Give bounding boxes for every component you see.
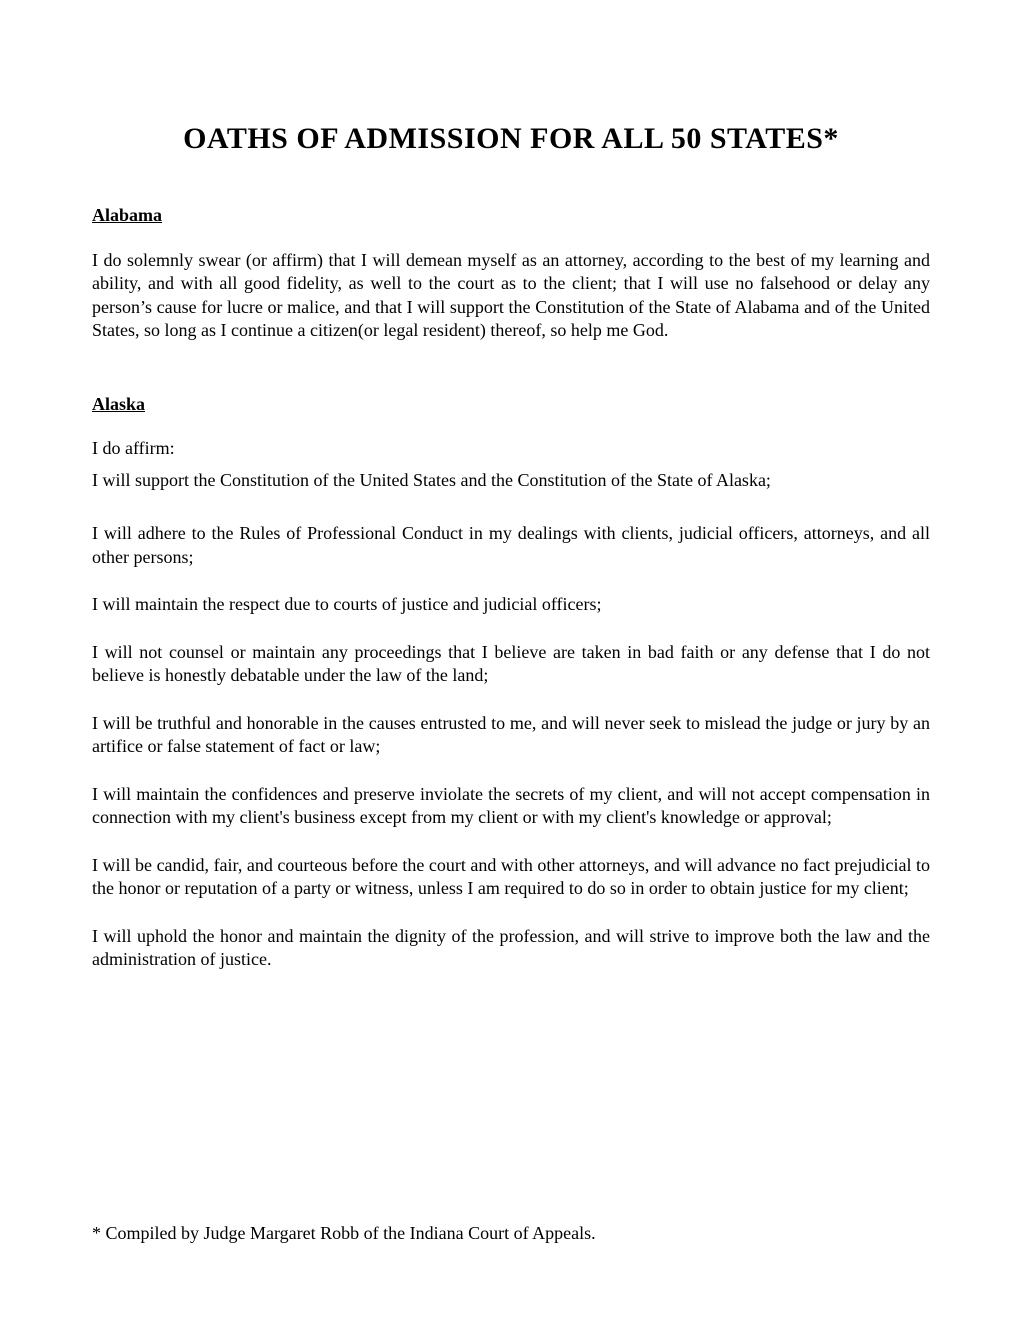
alaska-oath-paragraph: I will be candid, fair, and courteous before the court and with other attorneys, and will advance no fact prejudicial to the honor or reputation of a party or witness, unless I am required to do so in order to obtain justice for my client; [92, 854, 930, 898]
section-heading-alabama: Alabama [92, 205, 163, 225]
alaska-oath-paragraph: I will adhere to the Rules of Professional Conduct in my dealings with clients, judicial officers, attorneys, and all other persons; [92, 523, 930, 567]
section-alabama [92, 204, 930, 343]
compiler-footnote: * Compiled by Judge Margaret Robb of the Indiana Court of Appeals. [92, 1223, 596, 1243]
alaska-oath-paragraph: I will maintain the confidences and preserve inviolate the secrets of my client, and will not accept compensation in connection with my client's business except from my client or with my client's knowledge or approval; [92, 783, 930, 827]
section-alaska [92, 393, 930, 972]
alaska-oath-paragraph: I will be truthful and honorable in the causes entrusted to me, and will never seek to mislead the judge or jury by an artifice or false statement of fact or law; [92, 712, 930, 756]
alaska-oath-paragraph: I will support the Constitution of the United States and the Constitution of the State of Alaska; [92, 469, 771, 490]
alabama-oath-paragraph: I do solemnly swear (or affirm) that I will demean myself as an attorney, according to the best of my learning and ability, and with all good fidelity, as well to the court as to the client; that I will use no falsehood or delay any person’s cause for lucre or malice, and that I will support the Constitution of the State of Alabama and of the United States, so long as I continue a citizen(or legal resident) thereof, so help me God. [92, 249, 930, 340]
alaska-oath-intro-line: I do affirm: [92, 438, 175, 458]
alaska-oath-paragraph: I will uphold the honor and maintain the dignity of the profession, and will strive to improve both the law and the administration of justice. [92, 925, 930, 969]
alaska-oath-paragraph: I will maintain the respect due to courts of justice and judicial officers; [92, 594, 602, 614]
alaska-oath-paragraph: I will not counsel or maintain any proceedings that I believe are taken in bad faith or any defense that I do not believe is honestly debatable under the law of the land; [92, 641, 930, 685]
document-title: OATHS OF ADMISSION FOR ALL 50 STATES* [183, 122, 839, 155]
section-heading-alaska: Alaska [92, 393, 146, 414]
